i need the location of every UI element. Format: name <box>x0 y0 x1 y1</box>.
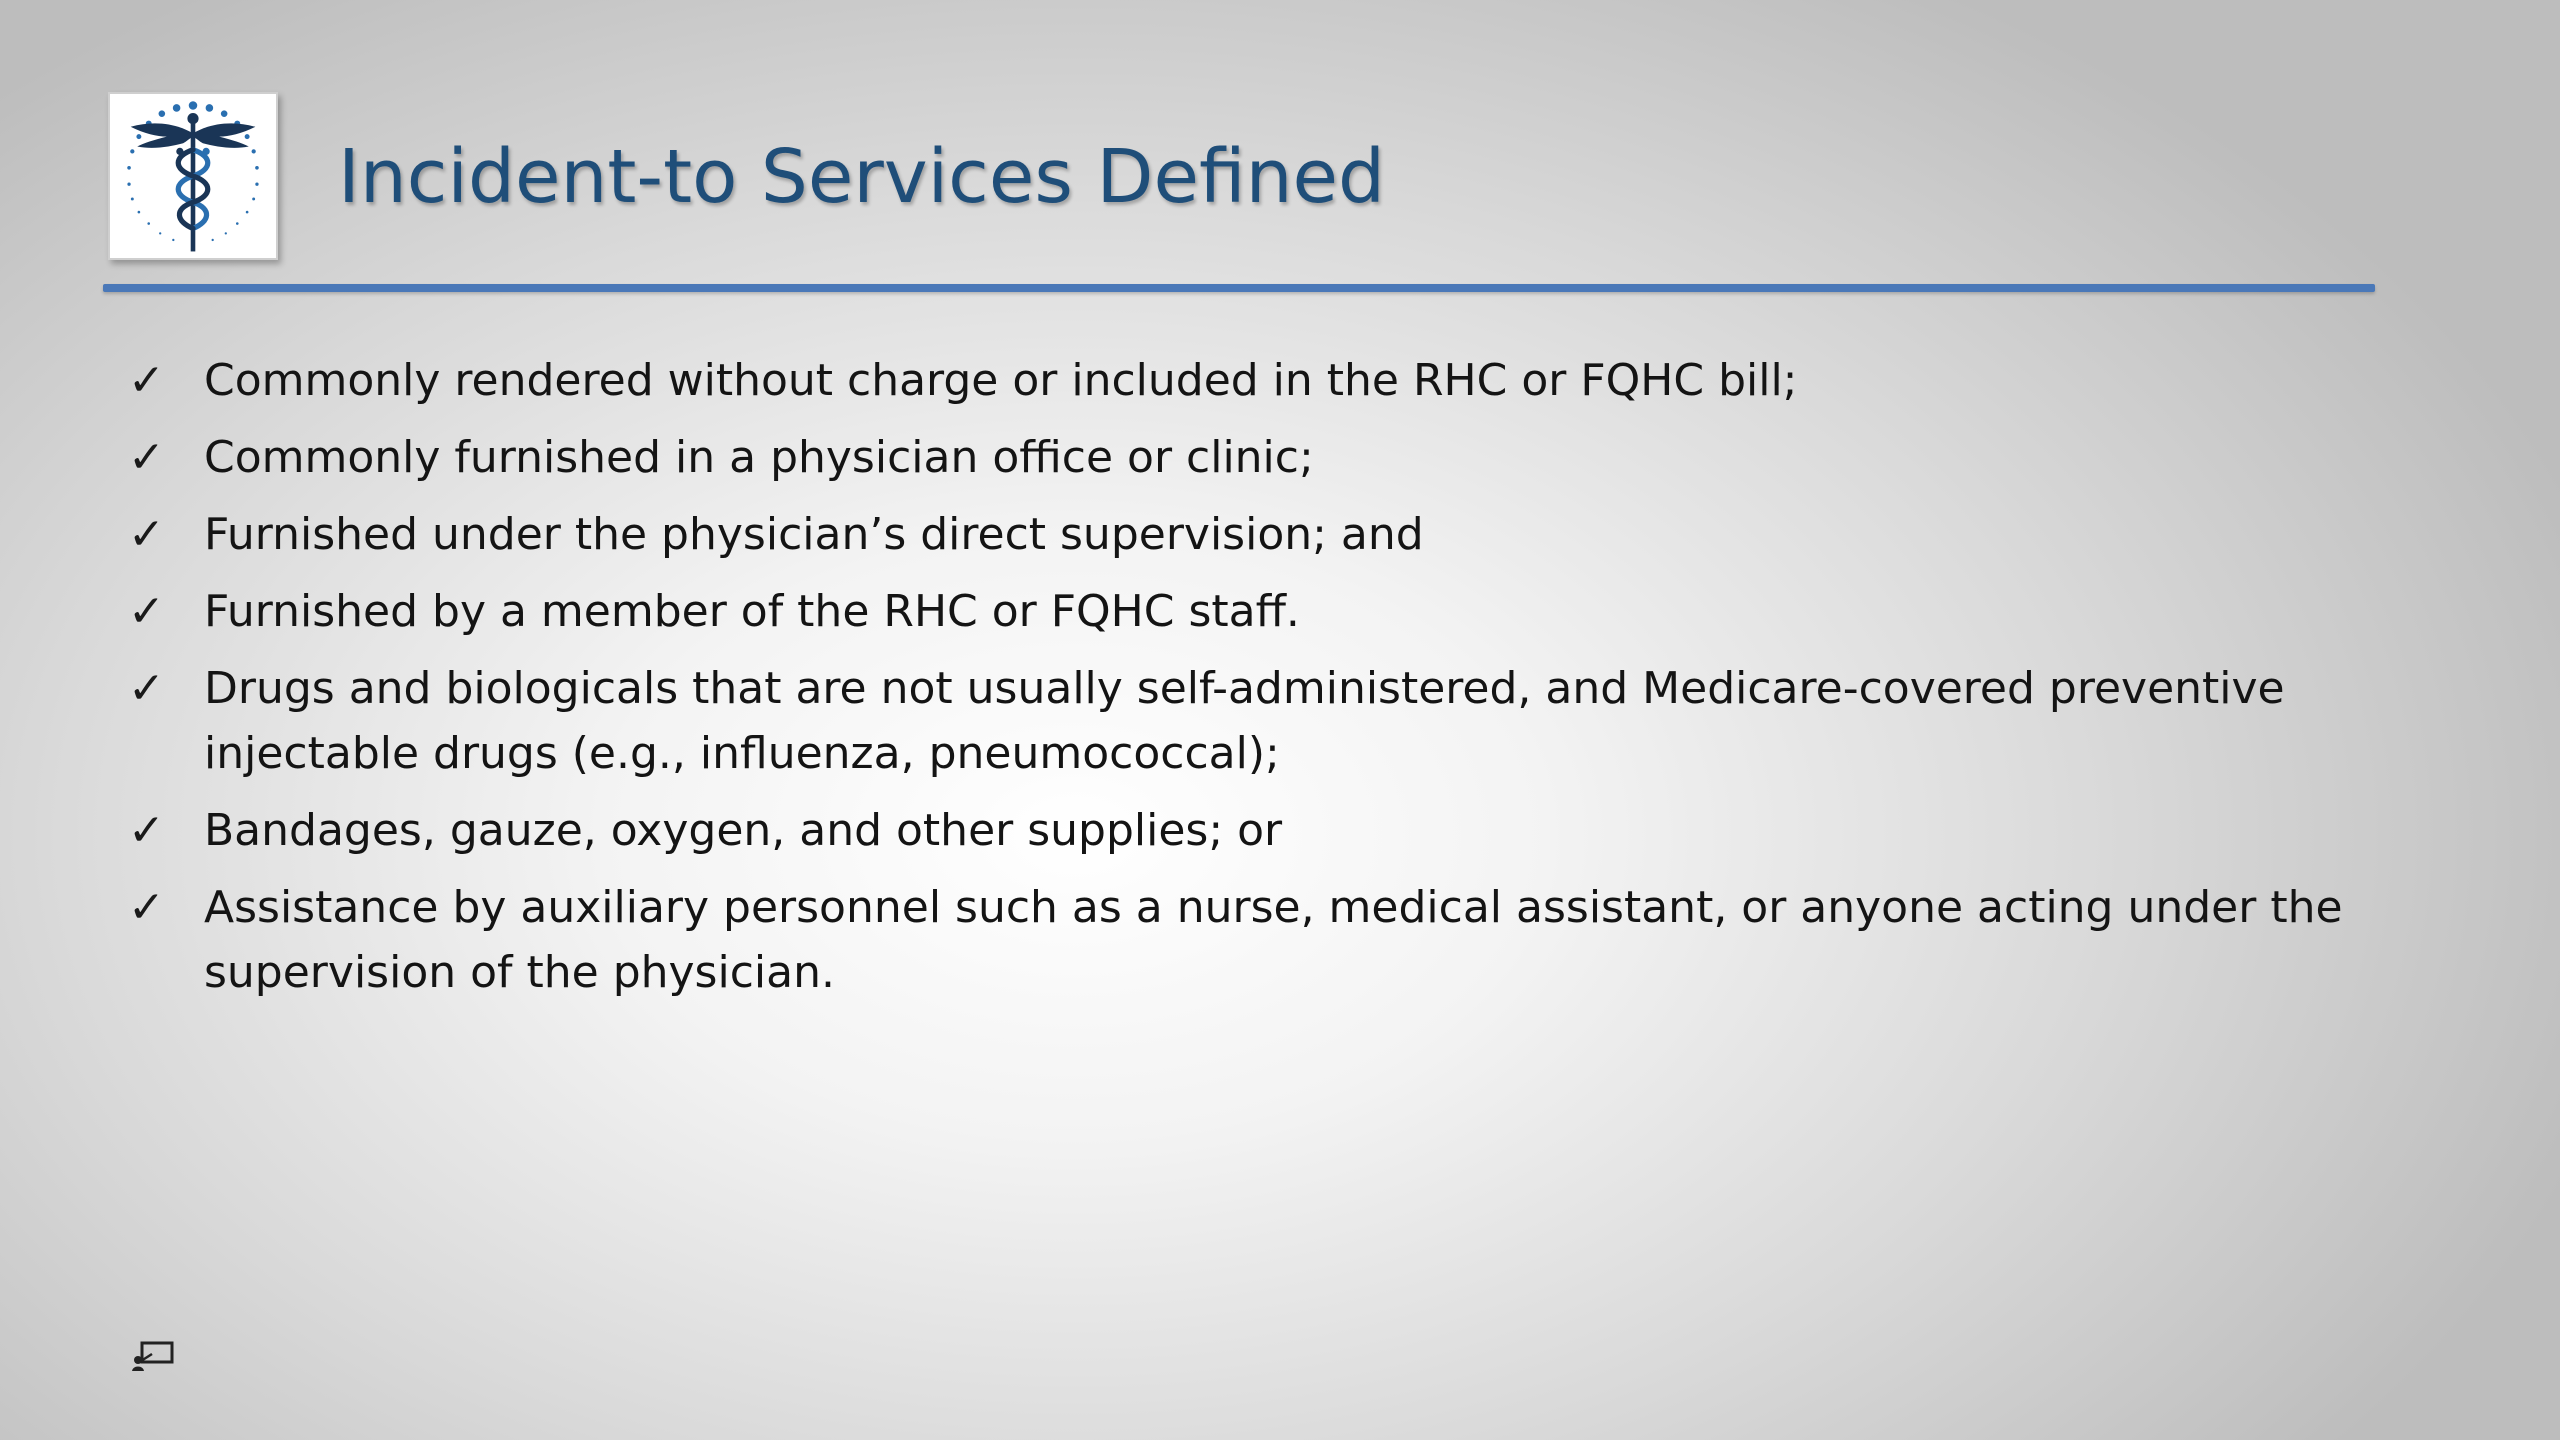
bullet-text: Furnished under the physician’s direct supervision; and <box>204 509 1424 560</box>
bullet-text: Furnished by a member of the RHC or FQHC staff. <box>204 586 1300 637</box>
list-item <box>128 798 2378 863</box>
slide-title: Incident-to Services Defined <box>338 134 1385 220</box>
checkmark-icon: ✓ <box>128 432 165 483</box>
checkmark-icon: ✓ <box>128 663 165 714</box>
title-divider <box>103 284 2375 292</box>
caduceus-icon <box>110 94 276 258</box>
list-item <box>128 425 2378 490</box>
list-item <box>128 348 2378 413</box>
bullet-text: Drugs and biologicals that are not usually self-administered, and Medicare-covered preventive injectable drugs (e.g., influenza, pneumococcal); <box>204 663 2285 779</box>
bullet-text: Commonly furnished in a physician office or clinic; <box>204 432 1314 483</box>
checkmark-icon: ✓ <box>128 355 165 406</box>
bullet-text: Bandages, gauze, oxygen, and other supplies; or <box>204 805 1283 856</box>
bullet-text: Assistance by auxiliary personnel such as a nurse, medical assistant, or anyone acting under the supervision of the physician. <box>204 882 2343 998</box>
list-item <box>128 502 2378 567</box>
checkmark-icon: ✓ <box>128 509 165 560</box>
list-item <box>128 875 2378 1005</box>
list-item <box>128 656 2378 786</box>
checkmark-icon: ✓ <box>128 805 165 856</box>
presenter-screen-icon-graphic <box>130 1340 176 1372</box>
list-item <box>128 579 2378 644</box>
checkmark-icon: ✓ <box>128 586 165 637</box>
bullet-list <box>128 348 2378 1017</box>
caduceus-logo <box>108 92 278 260</box>
bullet-text: Commonly rendered without charge or included in the RHC or FQHC bill; <box>204 355 1798 406</box>
presenter-screen-icon[interactable] <box>130 1340 176 1372</box>
checkmark-icon: ✓ <box>128 882 165 933</box>
